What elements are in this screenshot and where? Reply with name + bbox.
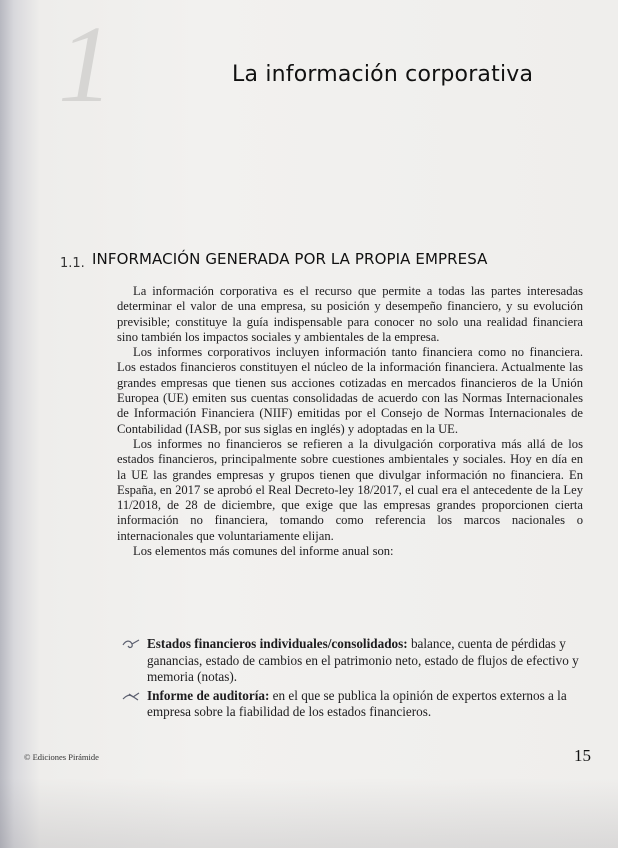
page-number: 15 <box>574 746 591 765</box>
section-number: 1.1. <box>60 256 85 271</box>
section-title: INFORMACIÓN GENERADA POR LA PROPIA EMPRESA <box>92 250 488 268</box>
handwritten-mark-icon <box>121 636 141 652</box>
list-item-title: Informe de auditoría: <box>147 687 270 703</box>
page-shadow <box>0 778 618 848</box>
list-item-text: en el que se publica la opinión de expertos externos a la empresa sobre la fiabilidad de los estados financieros. <box>147 687 567 719</box>
paragraph: Los informes no financieros se refieren a la divulgación corporativa más allá de los estados financieros, principalmente sobre cuestiones ambientales y sociales. Hoy en día en la UE las grandes empresas y grupos tienen que divulgar información no financiera. En España, en 2017 se aprobó el Real Decreto-ley 18/2017, el cual era el antecedente de la Ley 11/2018, de 28 de diciembre, que exige que las empresas grandes proporcionen cierta información no financiera, tomando como referencia los marcos nacionales o internacionales que voluntariamente elijan. <box>117 436 583 543</box>
body-text <box>117 284 583 559</box>
report-elements-list <box>117 636 595 723</box>
publisher-footer: © Ediciones Pirámide <box>24 752 99 762</box>
list-item-text: balance, cuenta de pérdidas y ganancias, estado de cambios en el patrimonio neto, estado de flujos de efectivo y memoria (notas). <box>147 636 579 684</box>
paragraph: La información corporativa es el recurso que permite a todas las partes interesadas determinar el valor de una empresa, su posición y desempeño financiero, y su evolución previsible; constituye la guía indispensable para conocer no solo una realidad financiera sino también los impactos sociales y ambientales de la empresa. <box>117 284 583 344</box>
chapter-number: 1 <box>58 3 113 125</box>
handwritten-mark-icon <box>121 688 141 704</box>
chapter-title: La información corporativa <box>232 62 534 87</box>
list-item-title: Estados financieros individuales/consolidados: <box>147 636 408 651</box>
list-item <box>117 636 595 686</box>
paragraph: Los informes corporativos incluyen información tanto financiera como no financiera. Los estados financieros constituyen el núcleo de la información financiera. Actualmente las grandes empresas que tienen sus acciones cotizadas en mercados financieros de la Unión Europea (UE) emiten sus cuentas consolidadas de acuerdo con las Normas Internacionales de Información Financiera (NIIF) emitidas por el Consejo de Normas Internacionales de Contabilidad (IASB, por sus siglas en inglés) y adoptadas en la UE. <box>117 345 583 436</box>
list-item <box>117 688 595 721</box>
paragraph: Los elementos más comunes del informe anual son: <box>133 544 394 559</box>
